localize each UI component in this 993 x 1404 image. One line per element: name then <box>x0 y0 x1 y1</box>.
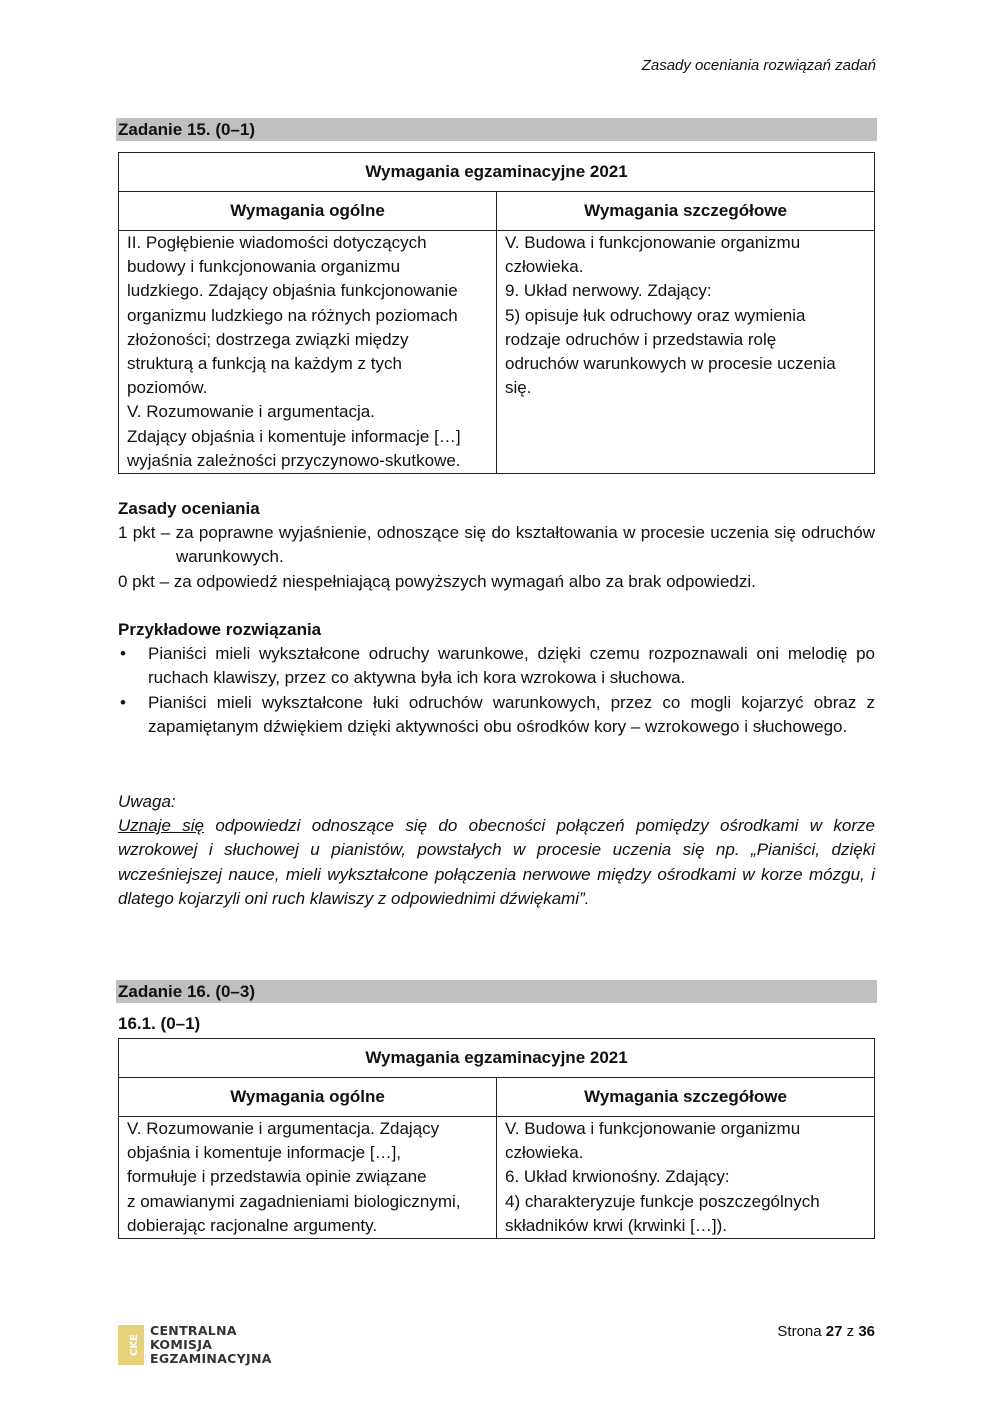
column-header-general: Wymagania ogólne <box>119 192 497 231</box>
logo-line: CENTRALNA <box>150 1323 237 1338</box>
cell-line: V. Budowa i funkcjonowanie organizmu <box>505 1119 801 1138</box>
cell-line: z omawianymi zagadnieniami biologicznymi, <box>127 1191 461 1211</box>
page-current: 27 <box>825 1323 843 1340</box>
column-header-detailed: Wymagania szczegółowe <box>497 1078 875 1117</box>
scoring-rule: 0 pkt – za odpowiedź niespełniającą powyższych wymagań albo za brak odpowiedzi. <box>118 571 756 591</box>
subtask-16-1-title: 16.1. (0–1) <box>118 1014 201 1033</box>
page-header-note: Zasady oceniania rozwiązań zadań <box>641 57 876 74</box>
cell-line: wyjaśnia zależności przyczynowo-skutkowe. <box>127 450 461 470</box>
cell-line: V. Budowa i funkcjonowanie organizmu <box>505 233 801 252</box>
scoring-rule: 1 pkt – za poprawne wyjaśnienie, odnoszące się do kształtowania w procesie uczenia się odruchów warunkowych. <box>118 523 875 567</box>
cell-line: człowieka. <box>505 257 584 277</box>
page-separator: z <box>846 1323 855 1340</box>
column-header-detailed: Wymagania szczegółowe <box>497 192 875 231</box>
cell-line: 6. Układ krwionośny. Zdający: <box>505 1167 730 1187</box>
cell-line: 5) opisuje łuk odruchowy oraz wymienia <box>505 305 806 325</box>
cell-line: składników krwi (krwinki […]). <box>505 1215 727 1235</box>
task-16-title: Zadanie 16. (0–3) <box>116 980 877 1003</box>
task-16-requirements-table <box>118 1038 875 1239</box>
solution-text: Pianiści mieli wykształcone łuki odruchów warunkowych, przez co mogli kojarzyć obraz z zapamiętanym dźwiękiem dzięki aktywności obu ośrodków kory – wzrokowego i słuchowego. <box>148 692 875 736</box>
cell-line: organizmu ludzkiego na różnych poziomach <box>127 305 458 325</box>
cell-line: strukturą a funkcją na każdym z tych <box>127 354 402 374</box>
logo-line: EGZAMINACYJNA <box>150 1351 272 1366</box>
solutions-section <box>118 618 875 739</box>
cell-line: II. Pogłębienie wiadomości dotyczących <box>127 233 427 252</box>
detailed-requirements-cell <box>497 231 875 474</box>
cell-line: rodzaje odruchów i przedstawia rolę <box>505 329 777 349</box>
bullet-icon: • <box>120 692 126 712</box>
logo-text <box>150 1324 272 1366</box>
remark-text: odpowiedzi odnoszące się do obecności połączeń pomiędzy ośrodkami w korze wzrokowej i słuchowej u pianistów, powstałych w procesie uczenia się np. „Pianiści, dzięki wcześniejszej nauce, mieli wykształcone połączenia nerwowe między ośrodkami w korze mózgu, i dlatego kojarzyli oni ruch klawiszy z odpowiednimi dźwiękami”. <box>118 816 875 908</box>
cell-line: się. <box>505 378 532 398</box>
task-15-title: Zadanie 15. (0–1) <box>116 118 877 141</box>
cell-line: objaśnia i komentuje informacje […], <box>127 1143 402 1163</box>
column-header-general: Wymagania ogólne <box>119 1078 497 1117</box>
cke-logo-mark-icon <box>118 1325 144 1365</box>
general-requirements-cell <box>119 231 497 474</box>
cell-line: dobierając racjonalne argumenty. <box>127 1215 378 1235</box>
cell-line: odruchów warunkowych w procesie uczenia <box>505 354 836 374</box>
cell-line: budowy i funkcjonowania organizmu <box>127 257 401 277</box>
solution-item <box>118 691 875 739</box>
remark-underlined: Uznaje się <box>118 816 204 836</box>
task-15-requirements-table <box>118 152 875 474</box>
cell-line: Zdający objaśnia i komentuje informacje […] <box>127 426 461 446</box>
detailed-requirements-cell <box>497 1117 875 1239</box>
bullet-icon: • <box>120 644 126 664</box>
remark-label: Uwaga: <box>118 792 176 811</box>
cell-line: złożoności; dostrzega związki między <box>127 329 409 349</box>
general-requirements-cell <box>119 1117 497 1239</box>
cell-line: formułuje i przedstawia opinie związane <box>127 1167 427 1187</box>
solution-text: Pianiści mieli wykształcone odruchy warunkowe, dzięki czemu rozpoznawali oni melodię po ruchach klawiszy, przez co aktywna była ich kora wzrokowa i słuchowa. <box>148 644 875 688</box>
cell-line: ludzkiego. Zdający objaśnia funkcjonowanie <box>127 281 458 301</box>
logo-mark-text: CKE <box>129 1334 140 1356</box>
solution-item <box>118 642 875 690</box>
table-caption: Wymagania egzaminacyjne 2021 <box>119 153 875 192</box>
cell-line: 9. Układ nerwowy. Zdający: <box>505 281 712 301</box>
cell-line: V. Rozumowanie i argumentacja. <box>127 402 375 422</box>
scoring-section <box>118 497 875 594</box>
cell-line: człowieka. <box>505 1143 584 1163</box>
cell-line: V. Rozumowanie i argumentacja. Zdający <box>127 1119 440 1138</box>
page-prefix: Strona <box>777 1323 822 1340</box>
remark-section <box>118 790 875 911</box>
solutions-title: Przykładowe rozwiązania <box>118 620 322 639</box>
page-total: 36 <box>858 1323 875 1340</box>
scoring-title: Zasady oceniania <box>118 499 260 518</box>
cke-logo <box>118 1324 272 1366</box>
remark-body <box>118 814 875 911</box>
cell-line: poziomów. <box>127 378 208 398</box>
table-caption: Wymagania egzaminacyjne 2021 <box>119 1039 875 1078</box>
logo-line: KOMISJA <box>150 1337 213 1352</box>
cell-line: 4) charakteryzuje funkcje poszczególnych <box>505 1191 820 1211</box>
page-number <box>777 1323 875 1340</box>
